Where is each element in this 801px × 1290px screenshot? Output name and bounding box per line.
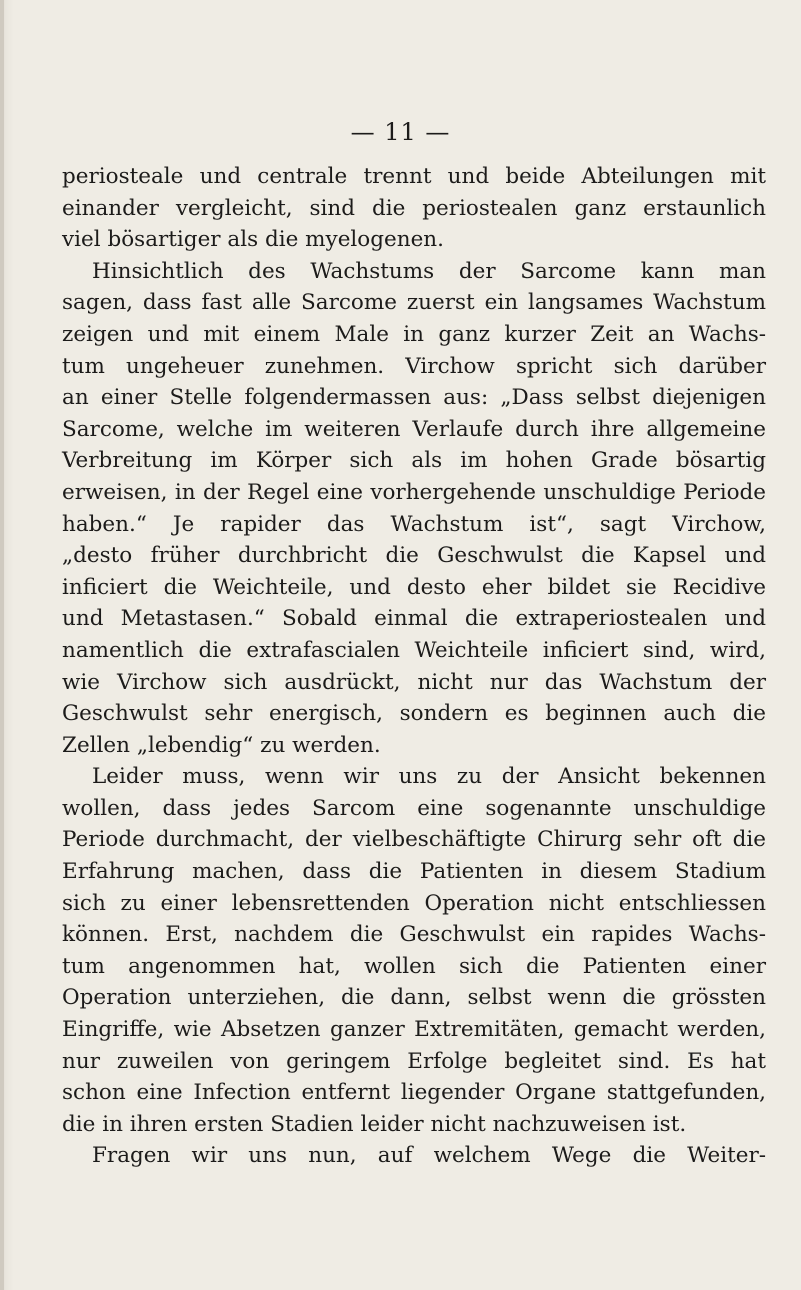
text-line: zeigen und mit einem Male in ganz kurzer Zeit an Wachs- [62, 321, 766, 347]
text-line: die in ihren ersten Stadien leider nicht nachzuweisen ist. [62, 1111, 687, 1137]
text-line: Eingriffe, wie Absetzen ganzer Extremitäten, gemacht werden, [62, 1017, 766, 1043]
text-line: tum ungeheuer zunehmen. Virchow spricht sich darüber [62, 353, 766, 379]
text-line: Hinsichtlich des Wachstums der Sarcome kann man [92, 258, 766, 284]
text-line: an einer Stelle folgendermassen aus: „Dass selbst diejenigen [62, 385, 766, 411]
text-line: wie Virchow sich ausdrückt, nicht nur das Wachstum der [62, 669, 766, 695]
text-line: Leider muss, wenn wir uns zu der Ansicht bekennen [92, 764, 766, 790]
text-line: schon eine Infection entfernt liegender Organe stattgefunden, [62, 1080, 766, 1106]
text-line: inficiert die Weichteile, und desto eher bildet sie Recidive [62, 574, 766, 600]
text-line: „desto früher durchbricht die Geschwulst die Kapsel und [62, 543, 766, 569]
text-line: Sarcome, welche im weiteren Verlaufe durch ihre allgemeine [62, 416, 766, 442]
text-line: sich zu einer lebensrettenden Operation nicht entschliessen [62, 890, 766, 916]
text-line: und Metastasen.“ Sobald einmal die extraperiostealen und [62, 606, 766, 632]
text-line: Geschwulst sehr energisch, sondern es beginnen auch die [62, 701, 766, 727]
text-line: sagen, dass fast alle Sarcome zuerst ein langsames Wachstum [62, 290, 766, 316]
body-text [62, 161, 766, 1172]
text-line: haben.“ Je rapider das Wachstum ist“, sagt Virchow, [62, 511, 766, 537]
text-line: wollen, dass jedes Sarcom eine sogenannte unschuldige [62, 795, 766, 821]
text-line: einander vergleicht, sind die periostealen ganz erstaunlich [62, 195, 766, 221]
text-line: Verbreitung im Körper sich als im hohen Grade bösartig [62, 448, 766, 474]
text-line: Periode durchmacht, der vielbeschäftigte Chirurg sehr oft die [62, 827, 766, 853]
text-line: nur zuweilen von geringem Erfolge begleitet sind. Es hat [62, 1048, 766, 1074]
text-line: viel bösartiger als die myelogenen. [62, 227, 444, 253]
text-line: Zellen „lebendig“ zu werden. [62, 732, 381, 758]
text-line: Fragen wir uns nun, auf welchem Wege die Weiter- [92, 1143, 766, 1169]
text-line: können. Erst, nachdem die Geschwulst ein rapides Wachs- [62, 922, 766, 948]
text-line: erweisen, in der Regel eine vorhergehende unschuldige Periode [62, 479, 766, 505]
text-line: tum angenommen hat, wollen sich die Patienten einer [62, 953, 766, 979]
text-line: periosteale und centrale trennt und beide Abteilungen mit [62, 164, 766, 189]
text-line: namentlich die extrafascialen Weichteile inficiert sind, wird, [62, 637, 766, 663]
text-line: Erfahrung machen, dass die Patienten in diesem Stadium [62, 859, 766, 885]
text-line: Operation unterziehen, die dann, selbst wenn die grössten [62, 985, 766, 1011]
page-edge-shadow [0, 0, 4, 1290]
page-number: — 11 — [350, 118, 451, 146]
